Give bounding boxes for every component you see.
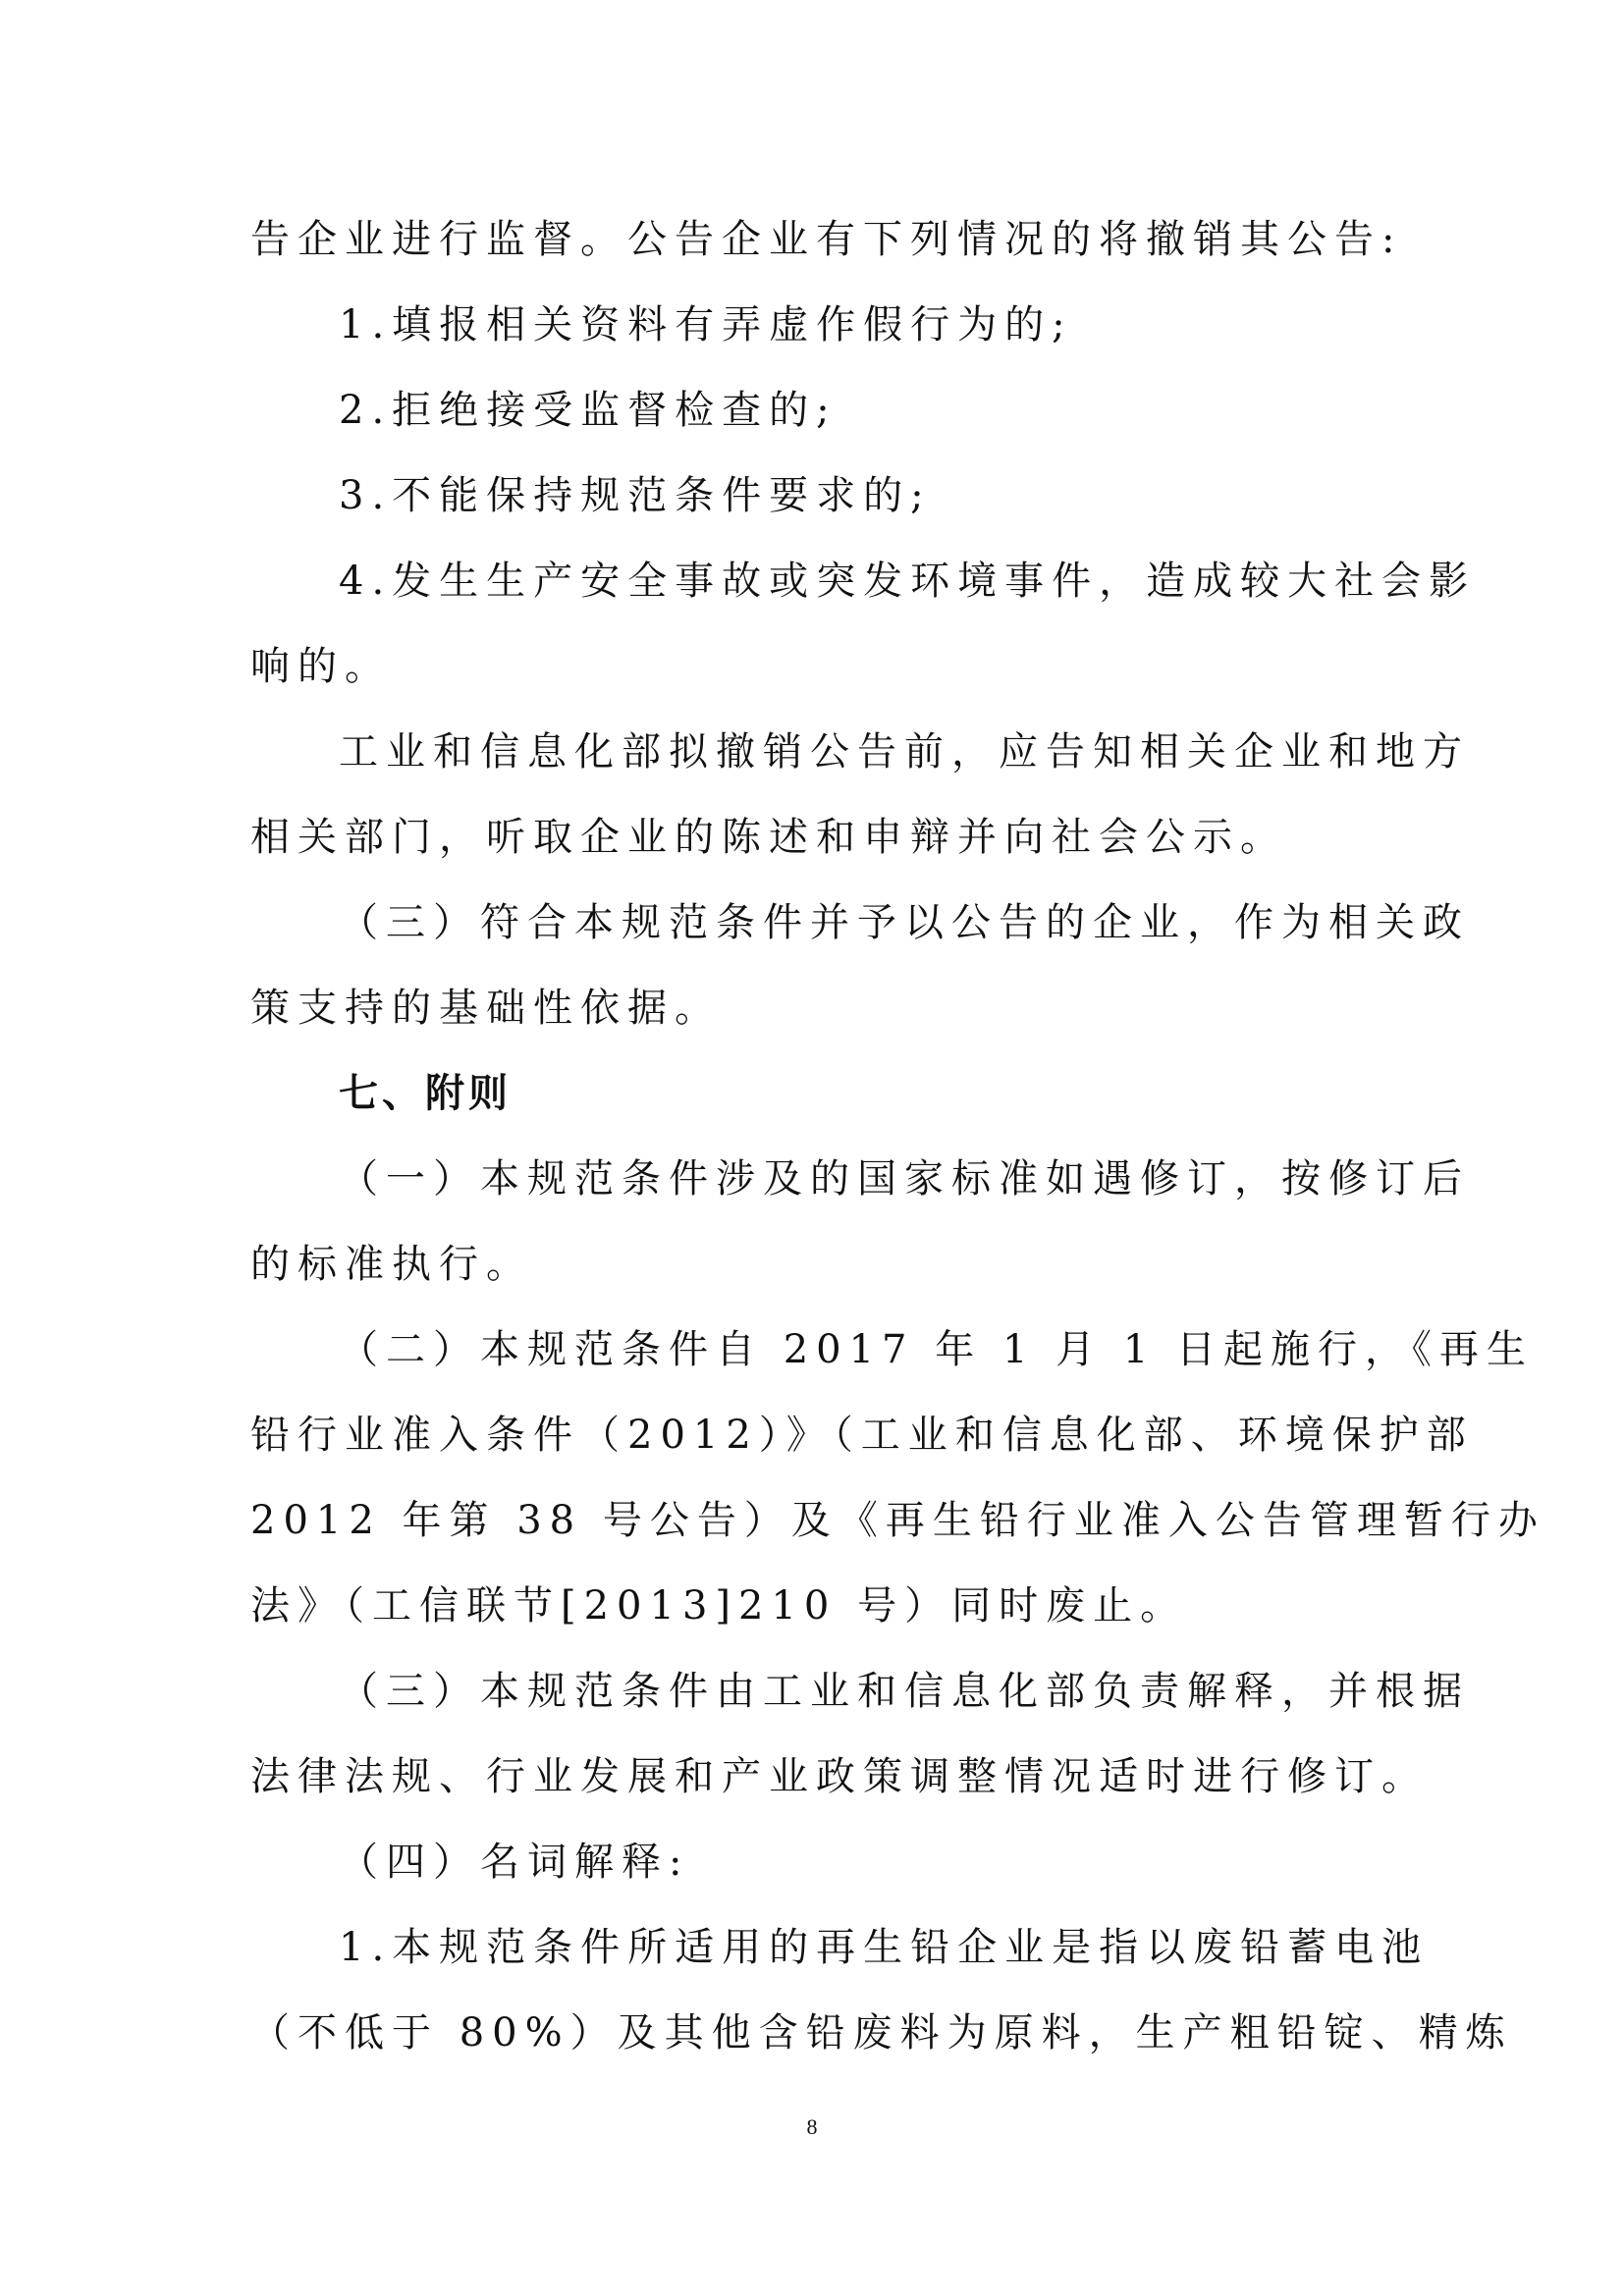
- list-item: 2.拒绝接受监督检查的;: [339, 388, 838, 433]
- list-item: 4.发生生产安全事故或突发环境事件，造成较大社会影: [339, 559, 1477, 604]
- page-number: 8: [806, 2114, 818, 2139]
- paragraph-line: 策支持的基础性依据。: [250, 986, 722, 1031]
- paragraph-line: 法》（工信联节[2013]210 号）同时废止。: [250, 1583, 1188, 1629]
- paragraph-line: 相关部门，听取企业的陈述和申辩并向社会公示。: [250, 815, 1287, 860]
- list-item: 1.填报相关资料有弄虚作假行为的;: [339, 302, 1073, 347]
- paragraph-line: （一）本规范条件涉及的国家标准如遇修订，按修订后: [339, 1156, 1470, 1201]
- paragraph-line: （四）名词解释:: [339, 1840, 690, 1885]
- list-item: 1.本规范条件所适用的再生铅企业是指以废铅蓄电池: [339, 1925, 1430, 1970]
- paragraph-line: （不低于 80%）及其他含铅废料为原料，生产粗铅锭、精炼: [250, 2010, 1513, 2056]
- list-item: 3.不能保持规范条件要求的;: [339, 473, 932, 518]
- paragraph-line: 告企业进行监督。公告企业有下列情况的将撤销其公告:: [250, 217, 1403, 262]
- paragraph-line: 响的。: [250, 644, 392, 689]
- paragraph-line: （三）本规范条件由工业和信息化部负责解释，并根据: [339, 1669, 1470, 1714]
- paragraph-line: 铅行业准入条件（2012）》（工业和信息化部、环境保护部: [250, 1413, 1474, 1458]
- paragraph-line: 工业和信息化部拟撤销公告前，应告知相关企业和地方: [339, 729, 1470, 774]
- paragraph-line: 的标准执行。: [250, 1242, 533, 1287]
- paragraph-line: 2012 年第 38 号公告）及《再生铅行业准入公告管理暂行办: [250, 1498, 1545, 1543]
- paragraph-line: （二）本规范条件自 2017 年 1 月 1 日起施行，《再生: [339, 1327, 1534, 1372]
- paragraph-line: 法律法规、行业发展和产业政策调整情况适时进行修订。: [250, 1754, 1429, 1799]
- section-heading: 七、附则: [339, 1071, 512, 1116]
- paragraph-line: （三）符合本规范条件并予以公告的企业，作为相关政: [339, 900, 1470, 945]
